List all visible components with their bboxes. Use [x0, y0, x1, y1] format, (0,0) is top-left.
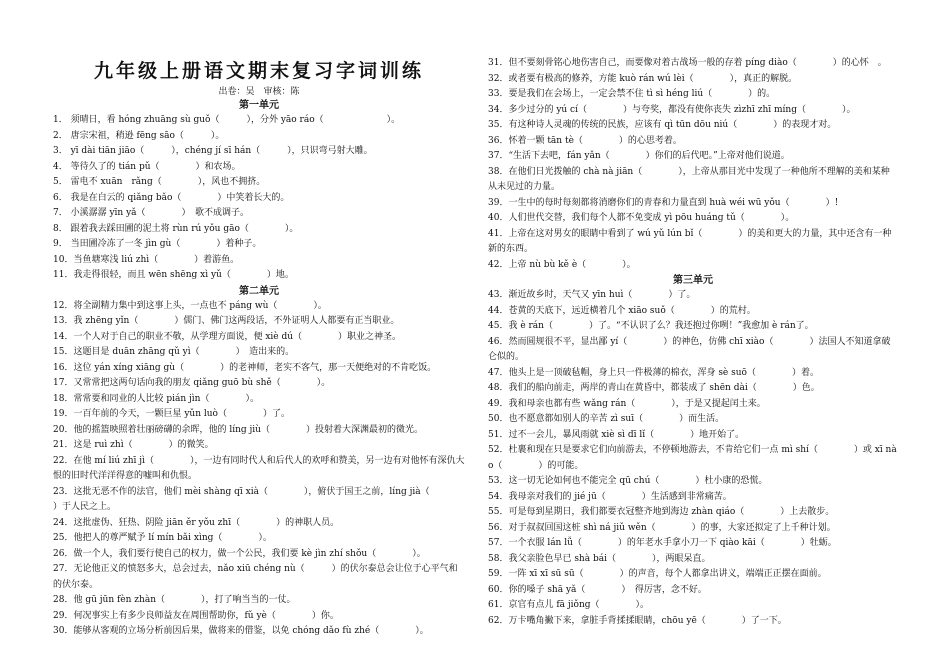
exercise-item: 33．要是我们在会场上，一定会禁不住 tì sì héng liú（ ）的。 — [488, 89, 776, 99]
exercise-item: 49．我和母亲也都有些 wǎng rán（ ），于是又提起闰土来。 — [488, 398, 766, 409]
exercise-item: 32．或者要有极高的修养，方能 kuò rán wú lèi（ ），真正的解脱。 — [488, 73, 798, 84]
exercise-item: 26．做一个人，我们要行使自己的权力，做一个公民，我们要 kè jìn zhí shǒu（ ）。 — [53, 548, 426, 559]
exercise-item: 30．能够从客观的立场分析前因后果，做将来的借鉴，以免 chóng dǎo fù zhé（ ）。 — [53, 626, 429, 636]
exercise-item: 46．然而圆规很不平，显出鄙 yí（ ）的神色，仿佛 chī xiào（ ）法国人不知道拿破仑似的。 — [488, 336, 891, 362]
exercise-item: 23．这批无恶不作的法官，他们 mèi shàng qī xià（ ），俯伏于国王之前，líng jià（ ）于人民之上。 — [53, 486, 466, 512]
exercise-item: 41．上帝在这对男女的眼睛中看到了 wú yǔ lún bǐ（ ）的美和更大的力量，其中还含有一种新的东西。 — [488, 228, 892, 254]
exercise-item: 1． 须晴日，看 hóng zhuāng sù guǒ（ ），分外 yāo ráo（ ）。 — [53, 115, 401, 125]
exercise-item: 38．在他们日光拨触的 chà nà jiān（ ），上帝从那目光中发现了一种他所不理解的美和某种从未见过的力量。 — [488, 166, 890, 192]
exercise-item: 22．在他 mí liú zhī jì（ ），一边有同时代人和后代人的欢呼和赞美，另一边有对他怀有深仇大恨的旧时代洋洋得意的嘘叫和仇恨。 — [53, 455, 465, 481]
exercise-item: 17．又常常把这两句话向我的朋友 qiǎng guō bù shě（ ）。 — [53, 378, 331, 388]
unit-heading-3: 第三单元 — [673, 275, 713, 286]
exercise-item: 60．你的嗓子 shā yǎ（ ） 得厉害，念不好。 — [488, 584, 707, 595]
exercise-list-unit-2-continued — [488, 56, 898, 273]
exercise-item: 16．这位 yán xíng xiāng gù（ ）的老神师，老实不客气，那一天便绝对的不肯吃饭。 — [53, 362, 437, 373]
exercise-item: 27．无论他正义的愤怒多大，总会过去，nǎo xiū chéng nù（ ）的伏尔泰总会让位于心平气和的伏尔泰。 — [53, 564, 458, 590]
exercise-item: 50．也不愿意都如别人的辛苦 zì suī（ ）而生活。 — [488, 414, 725, 424]
exercise-item: 10．当鱼塘寒浅 liú zhì（ ）着游鱼。 — [53, 254, 240, 265]
exercise-item: 12．将全副精力集中到这事上头，一点也不 páng wù（ ）。 — [53, 300, 327, 311]
exercise-item: 56．对于叔叔回国这桩 shì ná jiǔ wěn（ ）的事，大家还拟定了上千种计划。 — [488, 522, 836, 533]
exercise-item: 21．这是 ruì zhì（ ）的微笑。 — [53, 440, 214, 450]
exercise-item: 48．我们的船向前走，两岸的青山在黄昏中，都装成了 shēn dài（ ）色。 — [488, 383, 820, 393]
exercise-item: 20．他的摇篮映照着壮丽磅礴的余晖，他的 líng jiù（ ）投射着大深渊最初的微光。 — [53, 424, 423, 435]
exercise-item: 4． 等待久了的 tián pǔ（ ）和农场。 — [53, 161, 241, 172]
exercise-list-unit-2 — [53, 299, 465, 640]
exercise-item: 51．过不一会儿，暴风雨就 xiè sì dī lǐ（ ）地开始了。 — [488, 429, 745, 440]
exercise-item: 28．他 gū jūn fèn zhàn（ ），打了响当当的一仗。 — [53, 595, 296, 605]
exercise-item: 55．可是每到星期日，我们都要衣冠整齐地到海边 zhàn qiáo（ ）上去散步。 — [488, 507, 835, 517]
exercise-item: 37．“生活下去吧，fán yǎn（ ）你们的后代吧。”上帝对他们说道。 — [488, 151, 790, 161]
exercise-item: 62．万卡嘴角撇下来，拿脏手背揉揉眼睛，chōu yē（ ）了一下。 — [488, 615, 787, 626]
exercise-item: 31．但不要刻骨铭心地伤害自己，而要像对着古战场一般的存着 píng diào（ ）的心怀 。 — [488, 58, 887, 68]
unit-heading-2: 第二单元 — [239, 285, 279, 297]
exercise-item: 47．他头上是一顶破毡帽，身上只一件极薄的棉衣，浑身 sè suō（ ）着。 — [488, 367, 819, 378]
exercise-item: 54．我母亲对我们的 jié jū（ ）生活感到非常痛苦。 — [488, 491, 732, 502]
exercise-item: 8． 跟着我去踩田圃的泥土将 rùn rú yǒu gāo（ ）。 — [53, 223, 299, 234]
exercise-item: 9． 当田圃冷冻了一冬 jìn gù（ ）着种子。 — [53, 239, 262, 249]
exercise-item: 3． yī dài tiān jiāo（ ），chéng jí sī hán（ ），只识弯弓射大雕。 — [53, 146, 373, 156]
exercise-item: 6． 我是在白云的 qiǎng bǎo（ ）中笑着长大的。 — [53, 192, 290, 203]
exercise-item: 14．一个人对于自己的职业不敬，从学理方面说，便 xiè dú（ ）职业之神圣。 — [53, 331, 402, 342]
exercise-item: 36．怀着一颗 tān tè（ ）的心思考着。 — [488, 135, 682, 146]
right-column — [488, 0, 898, 629]
exercise-item: 11．我走得很轻，而且 wēn shēng xì yǔ（ ）地。 — [53, 270, 294, 280]
left-column — [53, 0, 465, 640]
exercise-list-unit-1 — [53, 113, 465, 284]
exercise-item: 34．多少过分的 yú cí（ ）与夸奖，都没有使你丧失 zìzhī zhī míng（ ）。 — [488, 104, 856, 115]
exercise-item: 15．这题目是 duān zhāng qǔ yì（ ） 造出来的。 — [53, 347, 295, 357]
exercise-list-unit-3 — [488, 288, 898, 629]
exercise-item: 25．他把人的尊严赋予 lí mín bǎi xìng（ ）。 — [53, 533, 272, 543]
exercise-item: 42．上帝 nù bù kě è（ ）。 — [488, 259, 636, 270]
exercise-item: 58．我父亲脸色早已 shà bái（ ），两眼呆直。 — [488, 553, 711, 564]
exercise-item: 52．杜裹和现在只是要求它们向前游去，不停顿地游去，不肯给它们一点 mì shí（ ）或 xī nào（ ）的可能。 — [488, 445, 897, 471]
exercise-item: 29．何况事实上有多少良师益友在周围帮助你，fǔ yè（ ）你。 — [53, 610, 339, 621]
exercise-item: 19．一百年前的今天，一颗巨星 yǔn luò（ ）了。 — [53, 409, 290, 419]
unit-heading-1: 第一单元 — [239, 100, 279, 111]
exercise-item: 18．常常要和同业的人比较 pián jìn（ ）。 — [53, 393, 259, 404]
exercise-item: 2． 唐宗宋祖，稍逊 fēng sāo（ ）。 — [53, 130, 225, 141]
author-line: 出卷：吴 审核：陈 — [218, 87, 300, 97]
exercise-item: 7． 小溪潺潺 yīn yǎ（ ） 歌不成调子。 — [53, 208, 250, 218]
exercise-item: 5． 雷电不 xuān rǎng（ ），风也不拥挤。 — [53, 177, 266, 187]
exercise-item: 59．一阵 xī xī sū sū（ ）的声音，每个人都拿出讲义，端端正正摆在面前。 — [488, 569, 827, 579]
exercise-item: 43．渐近故乡时，天气又 yīn huì（ ）了。 — [488, 290, 696, 300]
exercise-item: 45．我 è rán（ ）了。“不认识了么？我还抱过你咧！”我愈加 è rán了。 — [488, 321, 814, 331]
exercise-item: 13．我 zhēng yǐn（ ）儒门、佛门这两段话，不外证明人人都要有正当职业。 — [53, 316, 400, 326]
exercise-item: 35．有这种诗人灵魂的传统的民族，应该有 qì tūn dōu niú（ ）的表现才对。 — [488, 120, 837, 130]
exercise-item: 53．这一切无论如何也不能完全 qū chú（ ）杜小康的恐慌。 — [488, 476, 768, 486]
exercise-item: 57．一个衣服 lán lǚ（ ）的年老水手拿小刀一下 qiào kāi（ ）牡蛎。 — [488, 538, 837, 548]
exercise-item: 40．人们世代交替，我们每个人都不免变成 yì pōu huáng tǔ（ ）。 — [488, 213, 795, 223]
exercise-item: 44．苍黄的天底下，远近横着几个 xiāo suǒ（ ）的荒村。 — [488, 305, 756, 316]
exercise-item: 39．一生中的每时每刻都将消磨你们的青春和力量直到 huà wéi wū yǒu（ ）! — [488, 197, 839, 208]
exercise-item: 24．这批虚伪、狂热、阴险 jiān ěr yǒu zhī（ ）的神职人员。 — [53, 517, 340, 528]
exercise-item: 61．京官有点儿 fā jiǒng（ ）。 — [488, 600, 650, 610]
page-title: 九年级上册语文期末复习字词训练 — [93, 60, 424, 82]
